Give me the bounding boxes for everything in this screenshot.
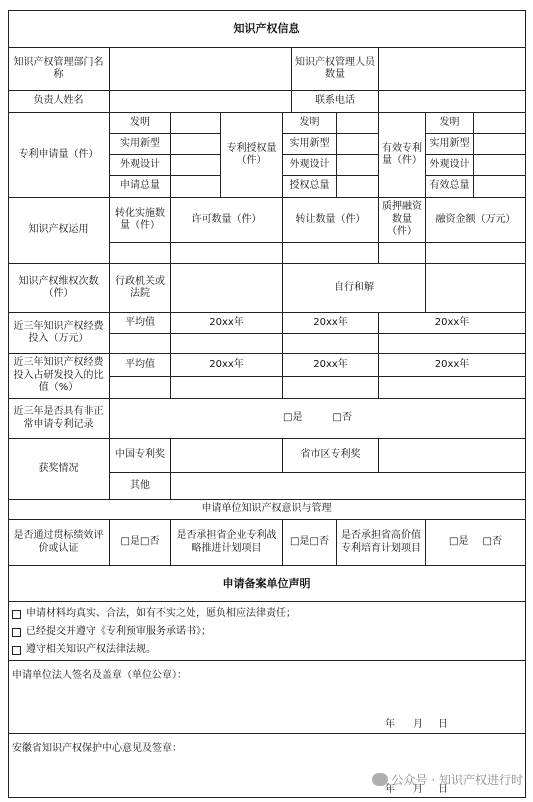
valid-total-label: 有效总量 xyxy=(426,176,474,198)
grant-utility-field[interactable] xyxy=(337,134,379,155)
signature-month: 月 xyxy=(413,719,423,730)
grant-utility-label: 实用新型 xyxy=(283,134,337,155)
dept-name-label: 知识产权管理部门名称 xyxy=(8,48,110,91)
valid-total-field[interactable] xyxy=(474,176,526,198)
ratio-label: 近三年知识产权经费投入占研发投入的比值（%） xyxy=(8,354,110,399)
usage-pledge-field[interactable] xyxy=(379,243,426,264)
phone-label: 联系电话 xyxy=(292,91,379,113)
patent-valid-label: 有效专利量（件） xyxy=(379,113,426,198)
ratio-avg-label: 平均值 xyxy=(110,354,171,377)
usage-amount-field[interactable] xyxy=(426,243,526,264)
declaration-3-checkbox[interactable] xyxy=(12,646,21,655)
award-province-label: 省市区专利奖 xyxy=(283,439,379,473)
valid-invention-label: 发明 xyxy=(426,113,474,134)
abnormal-options xyxy=(110,399,526,439)
form-title: 知识产权信息 xyxy=(8,10,526,48)
watermark xyxy=(372,771,523,788)
funding-year3-field[interactable] xyxy=(379,334,526,354)
form-border-bottom xyxy=(8,797,526,798)
center-section[interactable] xyxy=(8,734,526,798)
apply-total-label: 申请总量 xyxy=(110,176,171,198)
award-other-label: 其他 xyxy=(110,473,171,500)
abnormal-no-checkbox[interactable]: □否 xyxy=(332,412,352,424)
awareness-q3-options xyxy=(426,520,526,566)
valid-utility-field[interactable] xyxy=(474,134,526,155)
apply-utility-label: 实用新型 xyxy=(110,134,171,155)
signature-day: 日 xyxy=(438,719,448,730)
declaration-list xyxy=(8,602,526,661)
signature-year: 年 xyxy=(385,719,395,730)
grant-invention-label: 发明 xyxy=(283,113,337,134)
center-label: 安徽省知识产权保护中心意见及签章： xyxy=(12,743,182,754)
funding-avg-label: 平均值 xyxy=(110,313,171,334)
awareness-q3-no-checkbox[interactable]: □否 xyxy=(482,536,502,548)
usage-col-transform: 转化实施数量（件） xyxy=(110,198,171,243)
apply-utility-field[interactable] xyxy=(171,134,221,155)
form-border-right xyxy=(525,10,526,798)
awareness-q1-label: 是否通过贯标绩效评价或认证 xyxy=(8,520,110,566)
wechat-logo-icon xyxy=(372,773,388,786)
center-month: 月 xyxy=(413,784,423,795)
declaration-1-checkbox[interactable] xyxy=(12,610,21,619)
funding-year1-label: 20xx年 xyxy=(171,313,283,334)
watermark-text: 公众号 · 知识产权进行时 xyxy=(391,773,523,787)
manager-name-field[interactable] xyxy=(110,91,292,113)
award-province-field[interactable] xyxy=(379,439,526,473)
patent-apply-label: 专利申请量（件） xyxy=(8,113,110,198)
declaration-item-1: 申请材料均真实、合法，如有不实之处，愿负相应法律责任； xyxy=(12,608,296,621)
awareness-q3-label: 是否承担省高价值专利培育计划项目 xyxy=(337,520,426,566)
awareness-q2-options[interactable]: □是□否 xyxy=(283,520,337,566)
ratio-year1-label: 20xx年 xyxy=(171,354,283,377)
funding-label: 近三年知识产权经费投入（万元） xyxy=(8,313,110,354)
signature-label: 申请单位法人签名及盖章（单位公章）： xyxy=(12,670,187,681)
patent-grant-label: 专利授权量（件） xyxy=(221,113,283,198)
apply-invention-label: 发明 xyxy=(110,113,171,134)
apply-design-field[interactable] xyxy=(171,155,221,176)
protection-label: 知识产权维权次数（件） xyxy=(8,264,110,313)
dept-name-field[interactable] xyxy=(110,48,292,91)
phone-field[interactable] xyxy=(379,91,526,113)
center-year: 年 xyxy=(385,784,395,795)
declaration-item-3: 遵守相关知识产权法律法规。 xyxy=(12,644,156,657)
funding-avg-field[interactable] xyxy=(110,334,171,354)
awareness-title: 申请单位知识产权意识与管理 xyxy=(8,500,526,520)
ip-info-form xyxy=(8,10,526,798)
valid-design-field[interactable] xyxy=(474,155,526,176)
abnormal-label: 近三年是否具有非正常申请专利记录 xyxy=(8,399,110,439)
ratio-year3-field[interactable] xyxy=(379,377,526,399)
declaration-item-2: 已经提交并遵守《专利预审服务承诺书》； xyxy=(12,626,211,639)
protection-admin-label: 行政机关或法院 xyxy=(110,264,171,313)
valid-invention-field[interactable] xyxy=(474,113,526,134)
usage-col-amount: 融资金额（万元） xyxy=(426,198,526,243)
award-other-field[interactable] xyxy=(171,473,526,500)
apply-invention-field[interactable] xyxy=(171,113,221,134)
award-china-label: 中国专利奖 xyxy=(110,439,171,473)
award-china-field[interactable] xyxy=(171,439,283,473)
declaration-title: 申请备案单位声明 xyxy=(8,566,526,602)
usage-col-pledge: 质押融资数量（件） xyxy=(379,198,426,243)
ratio-avg-field[interactable] xyxy=(110,377,171,399)
awareness-q2-label: 是否承担省企业专利战略推进计划项目 xyxy=(171,520,283,566)
awards-label: 获奖情况 xyxy=(8,439,110,500)
grant-total-field[interactable] xyxy=(337,176,379,198)
manager-name-label: 负责人姓名 xyxy=(8,91,110,113)
awareness-q1-options[interactable]: □是□否 xyxy=(110,520,171,566)
grant-design-field[interactable] xyxy=(337,155,379,176)
usage-transform-field[interactable] xyxy=(110,243,171,264)
awareness-q3-yes-checkbox[interactable]: □是 xyxy=(449,536,469,548)
ratio-year3-label: 20xx年 xyxy=(379,354,526,377)
ratio-year2-field[interactable] xyxy=(283,377,379,399)
valid-utility-label: 实用新型 xyxy=(426,134,474,155)
usage-transfer-field[interactable] xyxy=(283,243,379,264)
apply-design-label: 外观设计 xyxy=(110,155,171,176)
protection-self-field[interactable] xyxy=(426,264,526,313)
usage-col-license: 许可数量（件） xyxy=(171,198,283,243)
usage-col-transfer: 转让数量（件） xyxy=(283,198,379,243)
staff-count-label: 知识产权管理人员数量 xyxy=(292,48,379,91)
valid-design-label: 外观设计 xyxy=(426,155,474,176)
ratio-year2-label: 20xx年 xyxy=(283,354,379,377)
funding-year2-field[interactable] xyxy=(283,334,379,354)
center-day: 日 xyxy=(438,784,448,795)
ip-usage-label: 知识产权运用 xyxy=(8,198,110,264)
funding-year2-label: 20xx年 xyxy=(283,313,379,334)
abnormal-yes-checkbox[interactable]: □是 xyxy=(283,412,303,424)
protection-self-label: 自行和解 xyxy=(283,264,426,313)
grant-design-label: 外观设计 xyxy=(283,155,337,176)
declaration-2-checkbox[interactable] xyxy=(12,628,21,637)
funding-year3-label: 20xx年 xyxy=(379,313,526,334)
grant-invention-field[interactable] xyxy=(337,113,379,134)
grant-total-label: 授权总量 xyxy=(283,176,337,198)
signature-section[interactable] xyxy=(8,661,526,734)
funding-year1-field[interactable] xyxy=(171,334,283,354)
protection-admin-field[interactable] xyxy=(171,264,283,313)
staff-count-field[interactable] xyxy=(379,48,526,91)
apply-total-field[interactable] xyxy=(171,176,221,198)
ratio-year1-field[interactable] xyxy=(171,377,283,399)
usage-license-field[interactable] xyxy=(171,243,283,264)
